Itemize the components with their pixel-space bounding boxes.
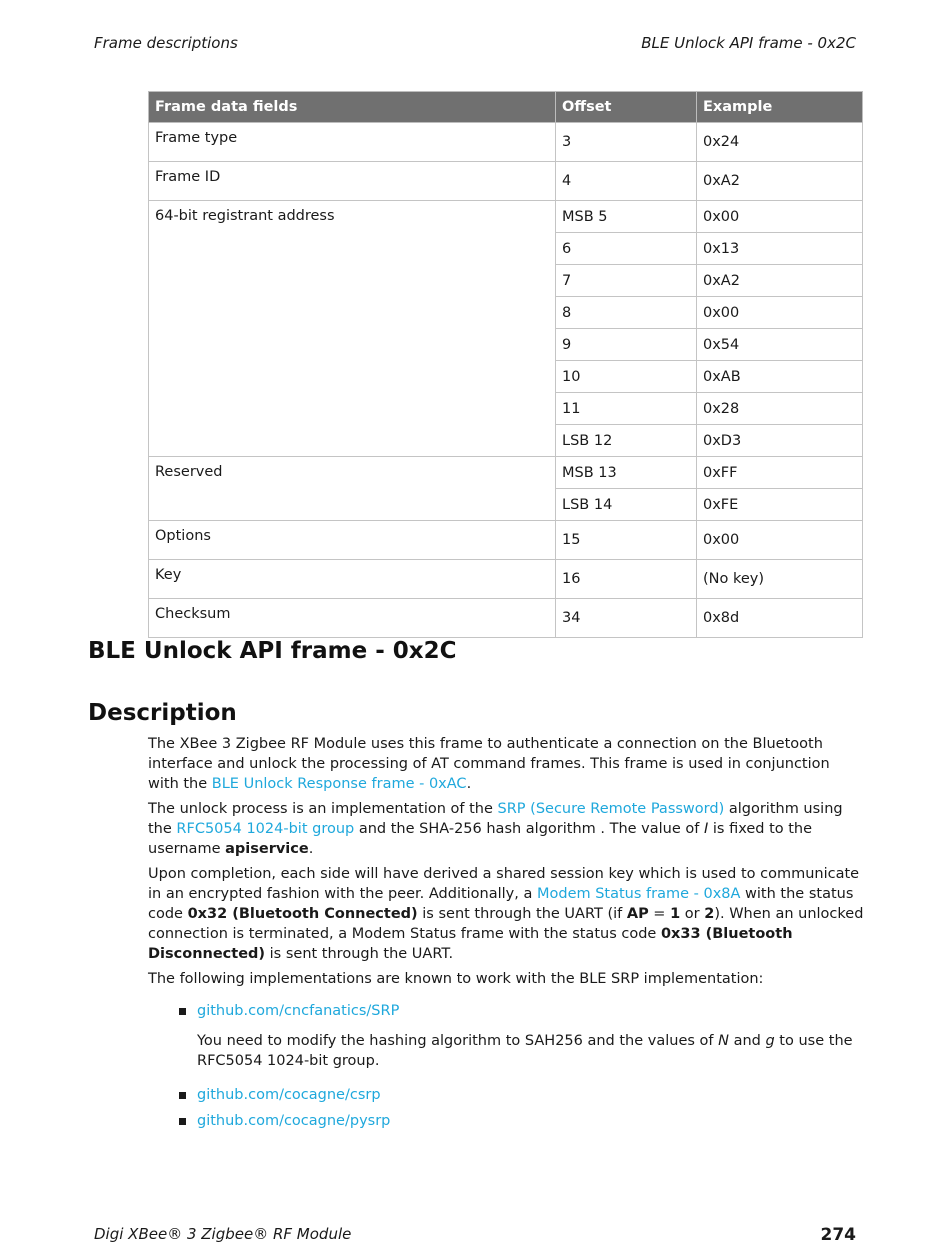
table-row bbox=[149, 201, 863, 233]
table-row bbox=[149, 521, 863, 560]
running-header-left: Frame descriptions bbox=[94, 34, 238, 52]
text-run: algorithm using the bbox=[148, 801, 843, 837]
example-cell: 0xFE bbox=[697, 489, 863, 521]
link-rfc5054[interactable]: RFC5054 1024-bit group bbox=[176, 821, 355, 837]
list-item bbox=[148, 1085, 864, 1105]
example-cell: 0x54 bbox=[697, 329, 863, 361]
example-cell: 0xA2 bbox=[697, 162, 863, 201]
ap-command: AP bbox=[626, 906, 649, 922]
example-cell: 0xFF bbox=[697, 457, 863, 489]
list-item bbox=[148, 1001, 864, 1021]
link-cocagne-pysrp[interactable]: github.com/cocagne/pysrp bbox=[197, 1113, 391, 1129]
table-row bbox=[149, 123, 863, 162]
description-body bbox=[148, 734, 864, 1137]
link-cncfanatics-srp[interactable]: github.com/cncfanatics/SRP bbox=[197, 1003, 400, 1019]
text-run: You need to modify the hashing algorithm to SAH256 and the values of bbox=[197, 1033, 719, 1049]
example-cell: (No key) bbox=[697, 560, 863, 599]
offset-cell: 9 bbox=[556, 329, 697, 361]
table-row bbox=[149, 560, 863, 599]
offset-cell: MSB 13 bbox=[556, 457, 697, 489]
example-cell: 0x13 bbox=[697, 233, 863, 265]
field-cell: Frame ID bbox=[149, 162, 556, 201]
ap-value-1: 1 bbox=[670, 906, 681, 922]
table-header-row bbox=[149, 92, 863, 123]
offset-cell: 34 bbox=[556, 599, 697, 638]
variable-g: g bbox=[765, 1033, 775, 1049]
text-run: or bbox=[680, 906, 705, 922]
offset-cell: 6 bbox=[556, 233, 697, 265]
table-row bbox=[149, 162, 863, 201]
link-cocagne-csrp[interactable]: github.com/cocagne/csrp bbox=[197, 1087, 381, 1103]
paragraph-purpose bbox=[148, 734, 864, 794]
text-run: and the SHA-256 hash algorithm . The value of bbox=[354, 821, 704, 837]
variable-i: I bbox=[703, 821, 709, 837]
text-run: The XBee 3 Zigbee RF Module uses this frame to authenticate a connection on the Bluetooth interface and unlock the processing of AT command frames. This frame is used in conjunction with the bbox=[148, 736, 830, 792]
column-header-example: Example bbox=[697, 92, 863, 123]
text-run: is sent through the UART (if bbox=[417, 906, 627, 922]
username-apiservice: apiservice bbox=[225, 841, 309, 857]
text-run: = bbox=[648, 906, 671, 922]
text-run: . bbox=[308, 841, 314, 857]
text-run: is sent through the UART. bbox=[265, 946, 454, 962]
variable-n: N bbox=[718, 1033, 729, 1049]
text-run: is fixed to the username bbox=[148, 821, 813, 857]
example-cell: 0x24 bbox=[697, 123, 863, 162]
offset-cell: 10 bbox=[556, 361, 697, 393]
link-ble-unlock-response[interactable]: BLE Unlock Response frame - 0xAC bbox=[211, 776, 467, 792]
offset-cell: LSB 12 bbox=[556, 425, 697, 457]
square-bullet-icon bbox=[179, 1008, 186, 1015]
offset-cell: 3 bbox=[556, 123, 697, 162]
paragraph-srp bbox=[148, 799, 864, 859]
running-header-right: BLE Unlock API frame - 0x2C bbox=[641, 34, 856, 52]
field-cell: Key bbox=[149, 560, 556, 599]
example-cell: 0xA2 bbox=[697, 265, 863, 297]
ap-value-2: 2 bbox=[704, 906, 715, 922]
offset-cell: MSB 5 bbox=[556, 201, 697, 233]
table-row bbox=[149, 599, 863, 638]
offset-cell: 8 bbox=[556, 297, 697, 329]
text-run: and bbox=[728, 1033, 766, 1049]
text-run: . bbox=[466, 776, 472, 792]
text-run: Upon completion, each side will have derived a shared session key which is used to communicate in an encrypted fashion with the peer. Additionally, a bbox=[148, 866, 860, 902]
list-item bbox=[148, 1111, 864, 1131]
column-header-offset: Offset bbox=[556, 92, 697, 123]
text-run: to use the RFC5054 1024-bit group. bbox=[197, 1033, 853, 1069]
column-header-field: Frame data fields bbox=[149, 92, 556, 123]
status-code-connected: 0x32 (Bluetooth Connected) bbox=[187, 906, 418, 922]
implementation-list bbox=[148, 1001, 864, 1021]
field-cell: 64-bit registrant address bbox=[149, 201, 556, 457]
field-cell: Reserved bbox=[149, 457, 556, 521]
field-cell: Frame type bbox=[149, 123, 556, 162]
example-cell: 0x00 bbox=[697, 201, 863, 233]
example-cell: 0xAB bbox=[697, 361, 863, 393]
link-srp[interactable]: SRP (Secure Remote Password) bbox=[497, 801, 725, 817]
subsection-title: Description bbox=[88, 700, 237, 726]
frame-data-table bbox=[148, 91, 863, 638]
footer-product-name: Digi XBee® 3 Zigbee® RF Module bbox=[94, 1225, 352, 1243]
offset-cell: 16 bbox=[556, 560, 697, 599]
paragraph-completion bbox=[148, 864, 864, 964]
section-title: BLE Unlock API frame - 0x2C bbox=[88, 638, 457, 664]
example-cell: 0x00 bbox=[697, 297, 863, 329]
page-number: 274 bbox=[820, 1225, 856, 1245]
example-cell: 0xD3 bbox=[697, 425, 863, 457]
square-bullet-icon bbox=[179, 1118, 186, 1125]
field-cell: Options bbox=[149, 521, 556, 560]
link-modem-status[interactable]: Modem Status frame - 0x8A bbox=[536, 886, 741, 902]
offset-cell: 11 bbox=[556, 393, 697, 425]
text-run: The unlock process is an implementation of the bbox=[148, 801, 498, 817]
example-cell: 0x00 bbox=[697, 521, 863, 560]
status-code-disconnected: 0x33 (Bluetooth Disconnected) bbox=[148, 926, 793, 962]
text-run: ). When an unlocked connection is terminated, a Modem Status frame with the status code bbox=[148, 906, 864, 942]
offset-cell: 15 bbox=[556, 521, 697, 560]
offset-cell: 4 bbox=[556, 162, 697, 201]
table-row bbox=[149, 457, 863, 489]
example-cell: 0x8d bbox=[697, 599, 863, 638]
square-bullet-icon bbox=[179, 1092, 186, 1099]
text-run: with the status code bbox=[148, 886, 854, 922]
offset-cell: 7 bbox=[556, 265, 697, 297]
offset-cell: LSB 14 bbox=[556, 489, 697, 521]
implementation-list-continued bbox=[148, 1085, 864, 1131]
example-cell: 0x28 bbox=[697, 393, 863, 425]
field-cell: Checksum bbox=[149, 599, 556, 638]
paragraph-implementations: The following implementations are known to work with the BLE SRP implementation: bbox=[148, 971, 764, 987]
implementation-note bbox=[148, 1031, 864, 1071]
